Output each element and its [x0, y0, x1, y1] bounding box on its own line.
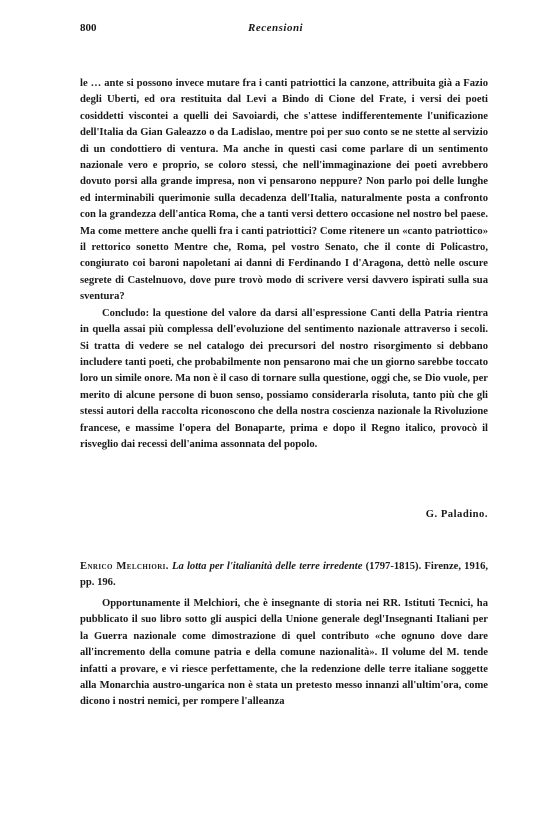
reviewer-signature: G. Paladino.	[425, 509, 488, 520]
paragraph-1: le … ante si possono invece mutare fra i canti patriottici la canzone, attribuita già a Fazio degli Uberti, ed ora restituita dal Levi a Bindo di Cione del Frate, i versi dei poeti cosiddetti viscontei a quelli dei Savoiardi, che s'attese indifferentemente l'unificazione dell'Italia da Gian Galeazzo o da Ladislao, mentre poi per suo conto se ne stette al servizio di un condottiero di ventura. Ma anche in questi casi come parlare di un sentimento nazionale vero e proprio, se coloro stessi, che nell'immaginazione dei poeti avrebbero dovuto porsi alla grande impresa, non vi pensarono neppure? Non parlo poi delle lunghe ed interminabili querimonie sulla decadenza dell'Italia, naturalmente posta a confronto con la grandezza dell'antica Roma, che a tanti versi dettero occasione nel nostro bel paese. Ma come mettere anche quelli fra i canti patriottici? Come ritenere un «canto patriottico» il rettorico sonetto Mentre che, Roma, pel vostro Senato, che il conte di Policastro, congiurato coi baroni napoletani ai danni di Ferdinando I d'Aragona, dettò nelle oscure segrete di Castelnuovo, dove pure trovò modo di scrivere versi davvero ispirati sulla sua sventura?	[80, 78, 488, 303]
review-continuation	[80, 76, 488, 453]
running-head	[80, 22, 488, 38]
running-title: Recensioni	[248, 22, 304, 34]
review-title: La lotta per l'italianità delle terre irredente	[172, 561, 363, 572]
paragraph-2	[80, 306, 488, 454]
review-body	[80, 596, 488, 711]
paragraph-2-text: la questione del valore da darsi all'espressione Canti della Patria rientra in quella assai più complessa dell'evoluzione del sentimento nazionale attraverso i secoli. Si tratta di vedere se nel catalogo dei precursori del nostro risorgimento si debbano includere tanti poeti, che probabilmente non pensarono mai che un giorno sarebbe toccato loro un simile onore. Ma non è il caso di tornare sulla questione, oggi che, se Dio vuole, per merito di alcune persone di buon senso, possiamo considerarla risoluta, tanto più che gli stessi autori della raccolta riconoscono che della nostra coscienza nazionale la Rivoluzione francese, e massime l'opera del Bonaparte, prima e dopo il Regno italico, provocò il risveglio dai recessi dell'anima assonnata del popolo.	[80, 307, 488, 450]
conclusion-label: Concludo:	[102, 307, 150, 319]
review-author: Enrico Melchiori.	[80, 561, 169, 572]
review-bibliographic-entry	[80, 559, 488, 592]
page-number: 800	[80, 22, 97, 34]
review-dates-place: (1797-1815). Firenze, 1916, pp. 196.	[80, 561, 489, 589]
section-divider	[80, 538, 488, 539]
review-paragraph: Opportunamente il Melchiori, che è insegnante di storia nei RR. Istituti Tecnici, ha pubblicato il suo libro sotto gli auspici della Unione generale degl'Insegnanti Italiani per la Guerra nazionale come dimostrazione di quel contributo «che ognuno dove dare all'incremento della comune patria e della comune nazionalità». Il volume del M. tende infatti a provare, e vi riesce perfettamente, che la redenzione delle terre italiane soggette alla Monarchia austro-ungarica non è stata un pretesto messo innanzi all'ultim'ora, come dicono i nostri nemici, per rompere l'alleanza	[80, 598, 488, 708]
